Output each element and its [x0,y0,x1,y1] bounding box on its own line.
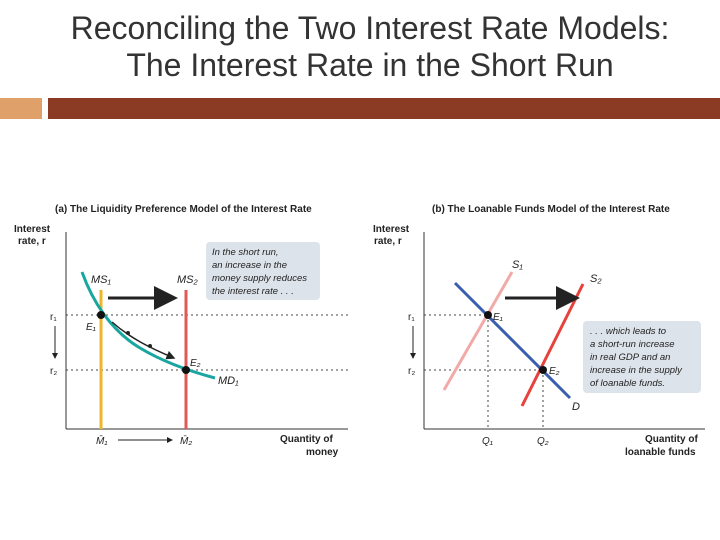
panel-b-e1-point [484,311,492,319]
panel-b-note-line: increase in the supply [590,365,682,376]
panel-a-title: (a) The Liquidity Preference Model of the Interest Rate [55,204,312,215]
panel-a-movement-arrow [112,322,174,358]
panel-b-x-axis-label-2: loanable funds [625,447,696,458]
panel-a-md1-label: MD₁ [218,375,239,387]
panel-a-note-line: the interest rate . . . [212,286,294,297]
panel-b-note-line: . . . which leads to [590,326,667,337]
panel-a-movement-dot [148,344,152,348]
slide-title-line-2: The Interest Rate in the Short Run [126,47,614,83]
panel-a [14,204,348,458]
panel-b-note-line: of loanable funds. [590,378,666,389]
panel-a-y-axis-label-2: rate, r [18,236,46,247]
panel-a-m1-label: M̄₁ [96,436,108,447]
panel-b-q2-label: Q₂ [537,436,549,447]
panel-a-e1-point [97,311,105,319]
panel-b-title: (b) The Loanable Funds Model of the Interest Rate [432,204,670,215]
panel-a-e2-point [182,366,190,374]
panel-b-e1-label: E₁ [493,312,503,323]
panel-b-r2-label: r₂ [408,366,416,377]
panel-b-d-label: D [572,401,580,413]
panel-a-e2-label: E₂ [190,358,201,369]
panel-a-note-line: an increase in the [212,260,287,271]
panel-b-s2-label: S₂ [590,273,602,285]
panel-b-q1-label: Q₁ [482,436,493,447]
panel-a-note-line: money supply reduces [212,273,308,284]
panel-b-x-axis-label-1: Quantity of [645,434,698,445]
panel-a-x-axis-label-2: money [306,447,339,458]
panel-b-y-axis-label-2: rate, r [374,236,402,247]
slide-title-line-1: Reconciling the Two Interest Rate Models: [70,10,670,46]
panel-a-r2-label: r₂ [50,366,58,377]
panel-a-m2-label: M̄₂ [180,436,193,447]
panel-a-x-axis-label-1: Quantity of [280,434,333,445]
panel-b-s1-label: S₁ [512,259,523,271]
panel-b-note-line: in real GDP and an [590,352,671,363]
panel-b-s2-curve [522,284,583,406]
panel-a-y-axis-label-1: Interest [14,224,51,235]
panel-b-y-axis-label-1: Interest [373,224,410,235]
panel-a-ms2-label: MS₂ [177,274,198,286]
panel-a-note-line: In the short run, [212,247,279,258]
panel-b-note-line: a short-run increase [590,339,675,350]
panel-a-ms1-label: MS₁ [91,274,111,286]
panel-a-e1-label: E₁ [86,322,96,333]
panel-b-e2-point [539,366,547,374]
panel-b [373,204,705,458]
panel-b-r1-label: r₁ [408,312,415,323]
panel-b-e2-label: E₂ [549,366,560,377]
panel-a-movement-dot [126,331,130,335]
panel-a-r1-label: r₁ [50,312,57,323]
